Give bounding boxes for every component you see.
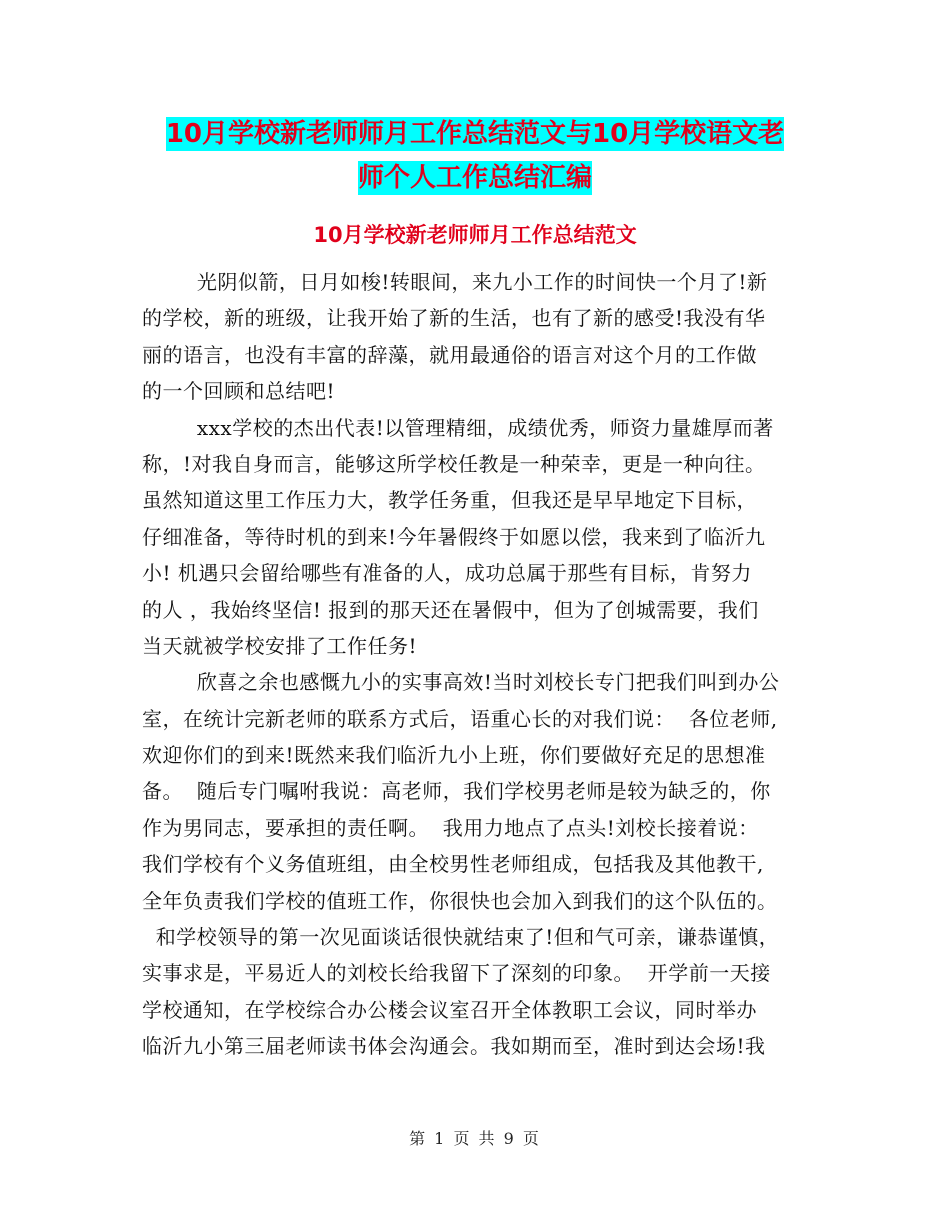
text-line: 临沂九小第三届老师读书体会沟通会。我如期而至，准时到达会场!我 <box>142 1034 766 1059</box>
document-title <box>0 112 950 200</box>
text-line: 丽的语言，也没有丰富的辞藻，就用最通俗的语言对这个月的工作做 <box>142 342 757 367</box>
text-line: 学校通知，在学校综合办公楼会议室召开全体教职工会议，同时举办 <box>142 997 757 1022</box>
text-line: xxx学校的杰出代表!以管理精细，成绩优秀，师资力量雄厚而著 <box>142 415 774 440</box>
text-line: 欣喜之余也感慨九小的实事高效!当时刘校长专门把我们叫到办公 <box>142 670 780 695</box>
title-line-2: 师个人工作总结汇编 <box>357 163 592 193</box>
text-line: 实事求是，平易近人的刘校长给我留下了深刻的印象。 开学前一天接 <box>142 961 771 986</box>
page-footer: 第 1 页 共 9 页 <box>409 1129 541 1148</box>
text-line: 全年负责我们学校的值班工作，你很快也会加入到我们的这个队伍的。 <box>142 888 778 913</box>
text-line: 仔细准备，等待时机的到来!今年暑假终于如愿以偿，我来到了临沂九 <box>142 524 766 549</box>
text-line: 称，!对我自身而言，能够这所学校任教是一种荣幸，更是一种向往。 <box>142 451 766 476</box>
text-line: 光阴似箭，日月如梭!转眼间，来九小工作的时间快一个月了!新 <box>142 270 768 294</box>
text-line: 和学校领导的第一次见面谈话很快就结束了!但和气可亲，谦恭谨慎， <box>142 925 780 950</box>
text-line: 的一个回顾和总结吧! <box>142 379 336 404</box>
section-title: 10月学校新老师师月工作总结范文 <box>313 223 637 247</box>
text-line: 当天就被学校安排了工作任务! <box>142 633 418 658</box>
text-line: 欢迎你们的到来!既然来我们临沂九小上班，你们要做好充足的思想准 <box>142 743 766 768</box>
body-text <box>142 264 812 1065</box>
title-line-1: 10月学校新老师师月工作总结范文与10月学校语文老 <box>165 119 785 149</box>
text-line: 的学校，新的班级，让我开始了新的生活，也有了新的感受!我没有华 <box>142 306 766 331</box>
text-line: 作为男同志，要承担的责任啊。 我用力地点了点头!刘校长接着说： <box>142 815 759 840</box>
text-line: 备。 随后专门嘱咐我说：高老师，我们学校男老师是较为缺乏的，你 <box>142 779 771 804</box>
text-line: 虽然知道这里工作压力大，教学任务重，但我还是早早地定下目标， <box>142 488 757 513</box>
text-line: 室，在统计完新老师的联系方式后，语重心长的对我们说： 各位老师, <box>142 706 778 731</box>
text-line: 的人 ，我始终坚信! 报到的那天还在暑假中，但为了创城需要，我们 <box>142 597 759 622</box>
text-line: 我们学校有个义务值班组，由全校男性老师组成，包括我及其他教干, <box>142 852 764 877</box>
text-line: 小! 机遇只会留给哪些有准备的人，成功总属于那些有目标，肯努力 <box>142 561 752 586</box>
